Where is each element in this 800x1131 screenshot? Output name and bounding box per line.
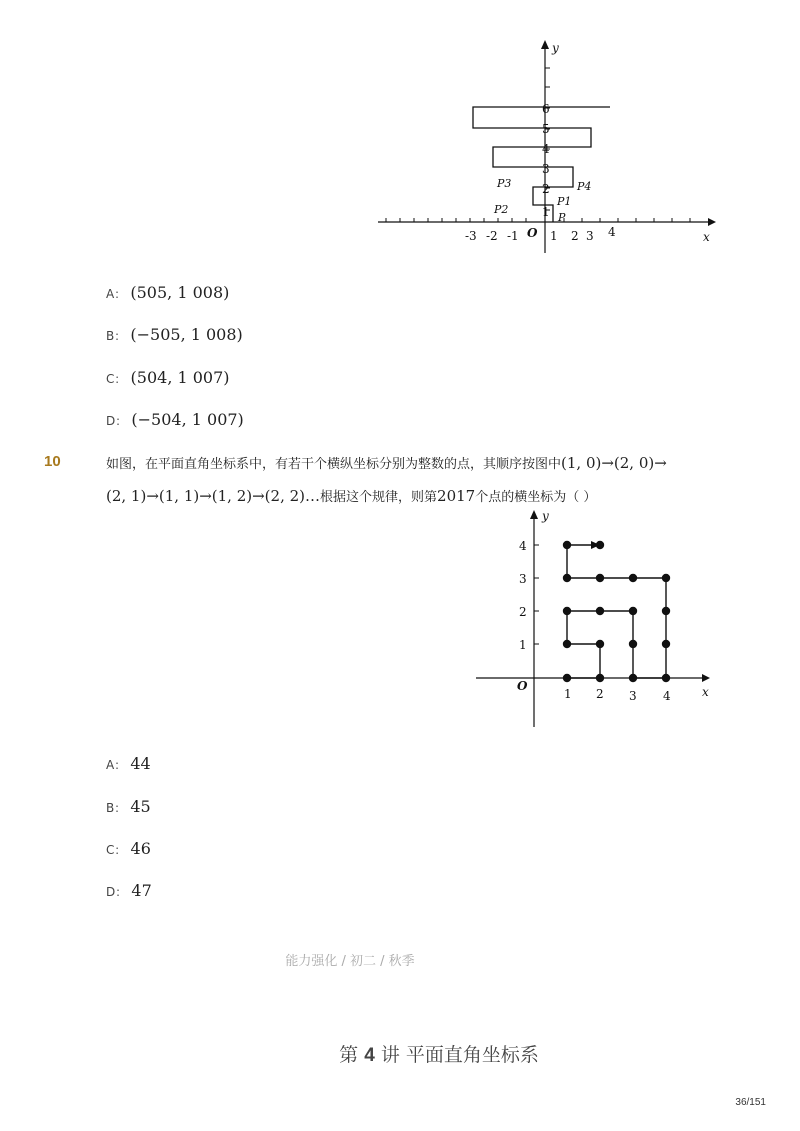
x-axis-label: x (703, 230, 710, 244)
x-tick-label: 3 (586, 229, 594, 243)
lattice-figure (470, 505, 720, 730)
x-axis-arrow (708, 218, 716, 226)
q9-option-b[interactable] (106, 325, 243, 344)
title-prefix: 第 (339, 1044, 359, 1066)
x-axis-arrow (702, 674, 710, 682)
option-label: D： (106, 885, 128, 899)
x-tick-label: -1 (507, 229, 519, 243)
option-value: (504, 1 007) (130, 368, 230, 387)
q9-option-d[interactable] (106, 410, 244, 429)
question-math: (1, 0)→(2, 0)→ (561, 454, 667, 472)
x-axis-label: x (702, 685, 709, 699)
question-text: 根据这个规律，则第 (320, 490, 438, 505)
footer-course-meta: 能力强化 / 初二 / 秋季 (285, 954, 415, 969)
x-tick-label: 1 (550, 229, 558, 243)
y-axis-arrow (530, 510, 538, 519)
point-label-p4: P4 (577, 180, 592, 193)
option-value: 44 (130, 754, 151, 773)
option-label: A： (106, 758, 127, 772)
y-tick-label: 1 (519, 638, 527, 652)
title-number: 4 (364, 1045, 375, 1066)
point-label-p3: P3 (497, 177, 512, 190)
option-value: 47 (131, 881, 152, 900)
x-tick-label: 2 (571, 229, 579, 243)
option-value: (505, 1 008) (130, 283, 230, 302)
y-tick-label: 4 (542, 142, 550, 156)
q9-option-a[interactable] (106, 283, 229, 302)
q10-option-b[interactable] (106, 797, 151, 816)
question-math: (2, 1)→(1, 1)→(1, 2)→(2, 2)… (106, 487, 321, 505)
y-axis-label: y (552, 41, 559, 55)
y-tick-label: 2 (519, 605, 527, 619)
y-tick-label: 2 (542, 182, 550, 196)
lattice-path (567, 545, 666, 678)
x-tick-label: 4 (663, 689, 671, 703)
y-tick-label: 3 (519, 572, 527, 586)
point-label-p2: P2 (494, 203, 509, 216)
x-tick-label: 2 (596, 687, 604, 701)
option-label: B： (106, 801, 127, 815)
option-value: (−504, 1 007) (131, 410, 244, 429)
y-tick-label: 1 (542, 205, 550, 219)
option-label: C： (106, 843, 127, 857)
option-label: A： (106, 287, 127, 301)
x-tick-label: -3 (465, 229, 477, 243)
question-text: 个点的横坐标为（ ） (475, 490, 597, 505)
x-tick-label: -2 (486, 229, 498, 243)
x-tick-label: 3 (629, 689, 637, 703)
page-number: 36/151 (735, 1097, 766, 1108)
x-tick-label: 1 (564, 687, 572, 701)
question-number: 10 (44, 453, 61, 470)
option-label: D： (106, 414, 128, 428)
title-suffix: 讲 平面直角坐标系 (380, 1044, 539, 1066)
x-tick-label: 4 (608, 225, 616, 239)
y-tick-label: 4 (519, 539, 527, 553)
option-label: C： (106, 372, 127, 386)
question-text: 如图，在平面直角坐标系中，有若干个横纵坐标分别为整数的点，其顺序按图中 (106, 457, 562, 472)
q10-option-a[interactable] (106, 754, 151, 773)
y-tick-label: 3 (542, 162, 550, 176)
option-value: 45 (130, 797, 151, 816)
q10-option-c[interactable] (106, 839, 151, 858)
option-value: 46 (130, 839, 151, 858)
q9-option-c[interactable] (106, 368, 230, 387)
q10-option-d[interactable] (106, 881, 152, 900)
question-text-line2 (106, 486, 726, 505)
y-axis-arrow (541, 40, 549, 49)
y-tick-label: 6 (542, 102, 550, 116)
question-text-line1 (106, 453, 726, 472)
origin-label: O (527, 226, 538, 240)
spiral-figure (370, 35, 720, 255)
origin-label: O (517, 679, 528, 693)
option-value: (−505, 1 008) (130, 325, 243, 344)
option-label: B： (106, 329, 127, 343)
y-tick-label: 5 (542, 122, 550, 136)
footer-chapter-title (0, 1040, 800, 1067)
question-number-2017: 2017 (437, 487, 476, 505)
y-axis-label: y (542, 509, 549, 523)
point-label-p: P (558, 211, 566, 224)
point-label-p1: P1 (557, 195, 572, 208)
